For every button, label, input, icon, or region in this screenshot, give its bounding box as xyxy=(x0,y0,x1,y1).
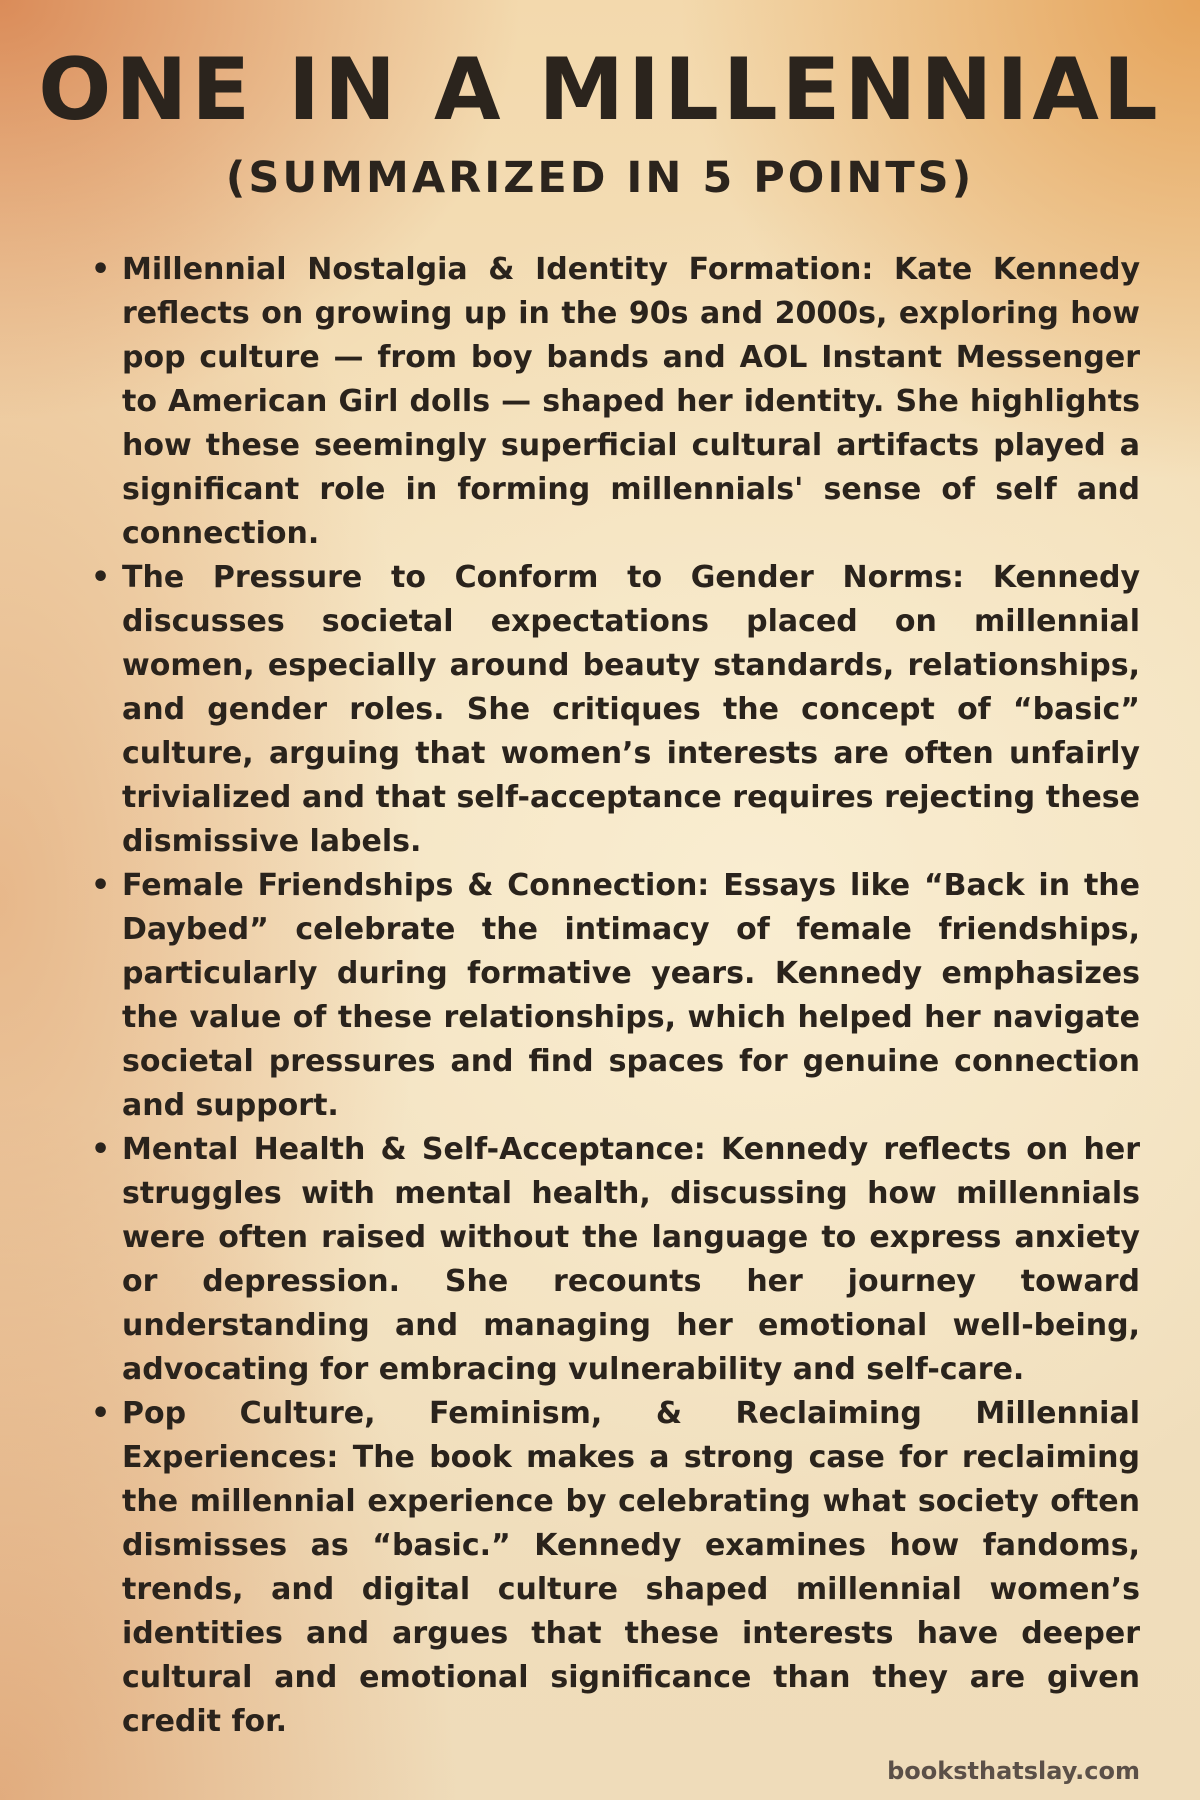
summary-point-text: Female Friendships & Connection: Essays like “Back in the Daybed” celebrate the intimacy of female friendships, particularly during formative years. Kennedy emphasizes the value of these relationships, which helped her navigate societal pressures and find spaces for genuine connection and support. xyxy=(122,868,1140,1123)
summary-point-4 xyxy=(84,1128,1140,1392)
summary-point-text: The Pressure to Conform to Gender Norms: Kennedy discusses societal expectations placed on millennial women, especially around beauty standards, relationships, and gender roles. She critiques the concept of “basic” culture, arguing that women’s interests are often unfairly trivialized and that self-acceptance requires rejecting these dismissive labels. xyxy=(122,560,1140,859)
summary-point-1 xyxy=(84,248,1140,556)
site-watermark: booksthatslay.com xyxy=(887,1757,1140,1785)
summary-point-text: Mental Health & Self-Acceptance: Kennedy reflects on her struggles with mental health, discussing how millennials were often raised without the language to express anxiety or depression. She recounts her journey toward understanding and managing her emotional well-being, advocating for embracing vulnerability and self-care. xyxy=(122,1132,1140,1387)
bullet-icon: • xyxy=(91,1396,111,1431)
bullet-icon: • xyxy=(91,560,111,595)
bullet-icon: • xyxy=(91,252,111,287)
page-title: ONE IN A MILLENNIAL xyxy=(38,40,1162,140)
summary-point-2 xyxy=(84,556,1140,864)
page-subtitle: (SUMMARIZED IN 5 POINTS) xyxy=(225,153,975,203)
summary-point-5 xyxy=(84,1392,1140,1744)
summary-points-list xyxy=(84,248,1140,1744)
summary-point-text: Millennial Nostalgia & Identity Formation: Kate Kennedy reflects on growing up in the 90s and 2000s, exploring how pop culture — from boy bands and AOL Instant Messenger to American Girl dolls — shaped her identity. She highlights how these seemingly superficial cultural artifacts played a significant role in forming millennials' sense of self and connection. xyxy=(122,252,1140,551)
summary-point-text: Pop Culture, Feminism, & Reclaiming Millennial Experiences: The book makes a strong case for reclaiming the millennial experience by celebrating what society often dismisses as “basic.” Kennedy examines how fandoms, trends, and digital culture shaped millennial women’s identities and argues that these interests have deeper cultural and emotional significance than they are given credit for. xyxy=(122,1396,1140,1739)
bullet-icon: • xyxy=(91,1132,111,1167)
bullet-icon: • xyxy=(91,868,111,903)
summary-point-3 xyxy=(84,864,1140,1128)
